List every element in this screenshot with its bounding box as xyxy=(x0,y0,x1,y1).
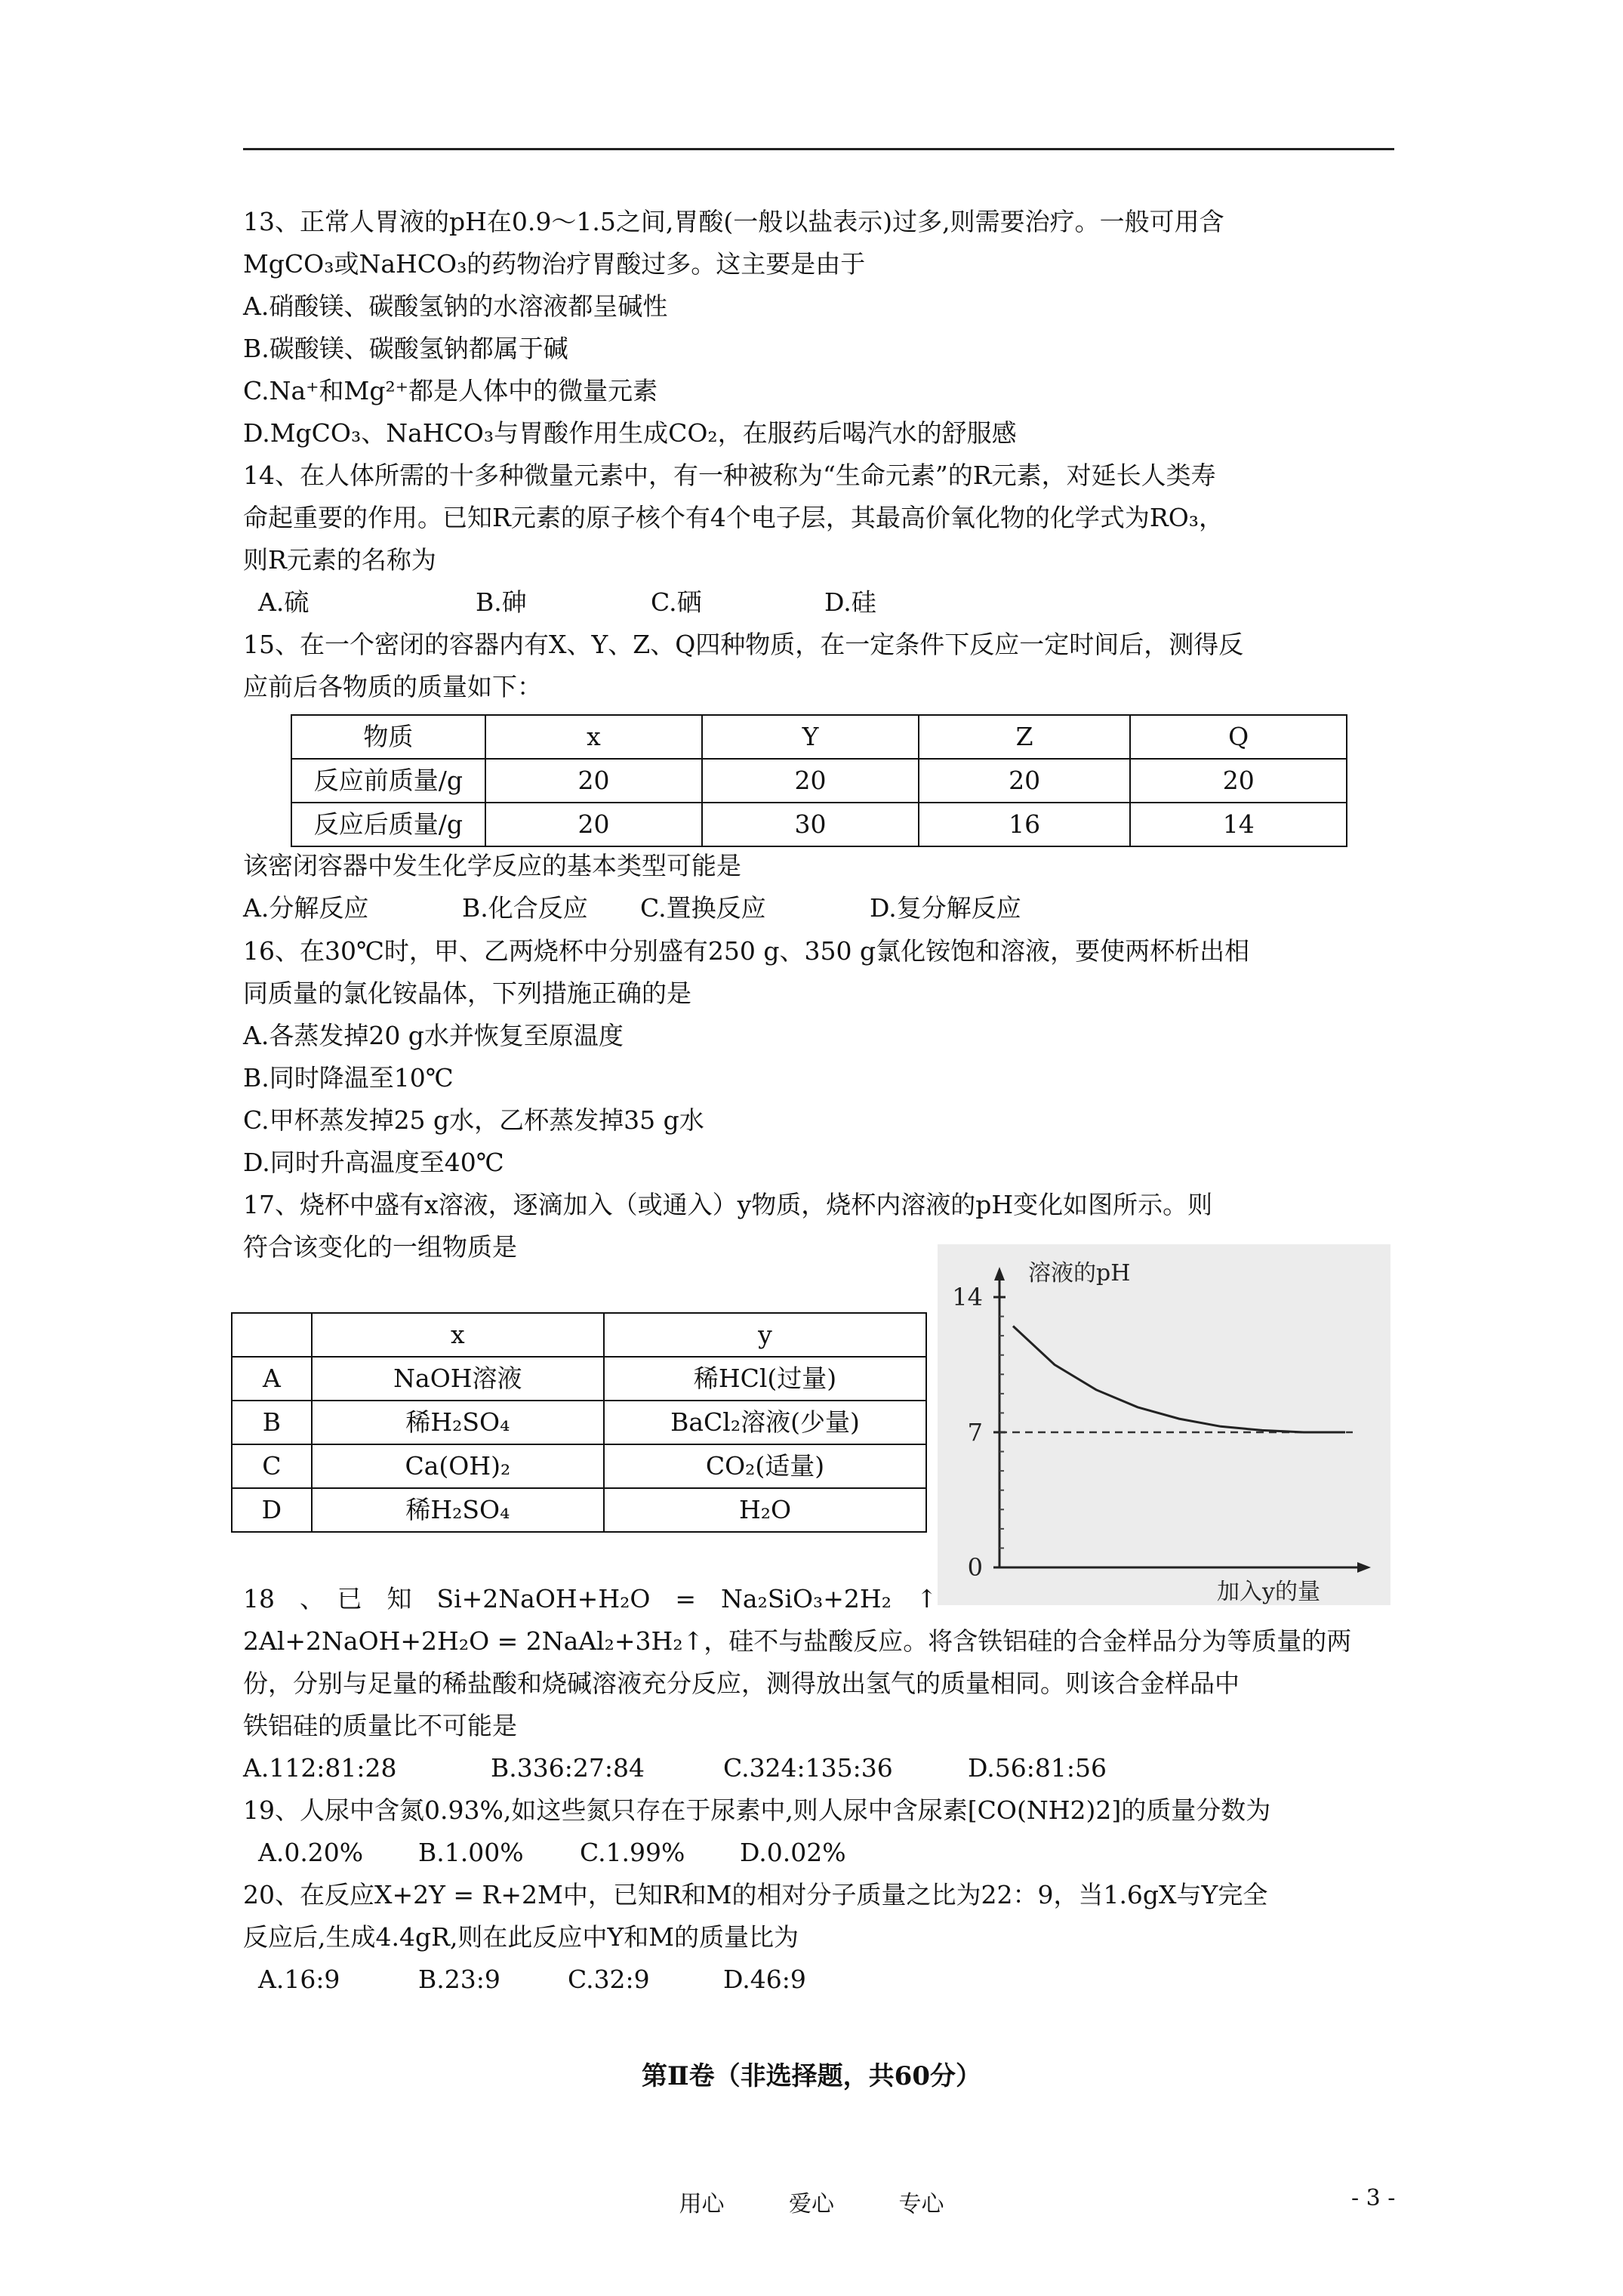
q14-option-c: C.硒 xyxy=(651,587,702,617)
q15-option-a: A.分解反应 xyxy=(243,893,369,923)
q13-stem-line2: MgCO₃或NaHCO₃的药物治疗胃酸过多。这主要是由于 xyxy=(243,249,866,279)
q19-option-c: C.1.99% xyxy=(580,1838,685,1867)
footer-motto-word: 用心 xyxy=(679,2191,725,2217)
x-axis-arrow xyxy=(1357,1562,1371,1573)
header-rule xyxy=(243,148,1394,150)
table-cell: 20 xyxy=(485,803,703,846)
table-row xyxy=(291,759,1347,803)
table-cell: A xyxy=(232,1357,312,1401)
q15-stem-line1: 15、在一个密闭的容器内有X、Y、Z、Q四种物质，在一定条件下反应一定时间后，测得反 xyxy=(243,630,1244,659)
table-row xyxy=(232,1488,926,1532)
table-cell: 稀H₂SO₄ xyxy=(312,1488,604,1532)
q19-option-b: B.1.00% xyxy=(418,1838,524,1867)
y-axis-arrow xyxy=(994,1267,1005,1281)
q16-option-d: D.同时升高温度至40℃ xyxy=(243,1148,504,1177)
q20-option-d: D.46:9 xyxy=(723,1965,806,1994)
table-header-cell: y xyxy=(604,1313,926,1357)
table-cell: 稀HCl(过量) xyxy=(604,1357,926,1401)
table-header-row xyxy=(291,715,1347,759)
q20-stem-line2: 反应后,生成4.4gR,则在此反应中Y和M的质量比为 xyxy=(243,1922,799,1952)
y-axis-label: 溶液的pH xyxy=(1028,1260,1131,1287)
table-header-cell: x xyxy=(312,1313,604,1357)
q17-stem-line1: 17、烧杯中盛有x溶液，逐滴加入（或通入）y物质，烧杯内溶液的pH变化如图所示。则 xyxy=(243,1190,1213,1219)
q16-option-c: C.甲杯蒸发掉25 g水，乙杯蒸发掉35 g水 xyxy=(243,1105,704,1135)
page-number: - 3 - xyxy=(1351,2185,1396,2211)
q18-option-b: B.336:27:84 xyxy=(491,1753,645,1783)
q14-stem-line1: 14、在人体所需的十多种微量元素中，有一种被称为“生命元素”的R元素，对延长人类寿 xyxy=(243,461,1216,490)
q18-stem-line1: 18 、 已 知 Si+2NaOH+H₂O = Na₂SiO₃+2H₂ ↑ xyxy=(243,1584,938,1613)
y-tick-label: 0 xyxy=(967,1553,983,1582)
q15-option-c: C.置换反应 xyxy=(640,893,766,923)
table-cell: NaOH溶液 xyxy=(312,1357,604,1401)
table-cell: 反应前质量/g xyxy=(291,759,485,803)
q20-option-b: B.23:9 xyxy=(418,1965,500,1994)
ph-chart xyxy=(938,1244,1390,1605)
table-cell: 16 xyxy=(919,803,1131,846)
q14-stem-line2: 命起重要的作用。已知R元素的原子核个有4个电子层，其最高价氧化物的化学式为RO₃， xyxy=(243,503,1224,532)
q18-stem-line4: 铁铝硅的质量比不可能是 xyxy=(243,1711,517,1740)
table-header-row xyxy=(232,1313,926,1357)
table-cell: BaCl₂溶液(少量) xyxy=(604,1401,926,1444)
y-tick-label: 7 xyxy=(967,1418,983,1447)
q15-mass-table xyxy=(291,714,1347,847)
y-tick-label: 14 xyxy=(952,1283,983,1311)
q16-stem-line2: 同质量的氯化铵晶体，下列措施正确的是 xyxy=(243,978,691,1008)
q20-option-c: C.32:9 xyxy=(568,1965,650,1994)
q18-option-d: D.56:81:56 xyxy=(968,1753,1107,1783)
q15-option-b: B.化合反应 xyxy=(462,893,588,923)
q18-stem-line3: 份，分别与足量的稀盐酸和烧碱溶液充分反应，测得放出氢气的质量相同。则该合金样品中 xyxy=(243,1669,1240,1698)
q15-option-d: D.复分解反应 xyxy=(870,893,1021,923)
q13-option-c: C.Na⁺和Mg²⁺都是人体中的微量元素 xyxy=(243,376,658,405)
table-cell: 20 xyxy=(485,759,703,803)
table-header-cell: Z xyxy=(919,715,1131,759)
q20-option-a: A.16:9 xyxy=(258,1965,340,1994)
table-row xyxy=(232,1401,926,1444)
table-cell: 反应后质量/g xyxy=(291,803,485,846)
q13-option-b: B.碳酸镁、碳酸氢钠都属于碱 xyxy=(243,334,568,363)
table-cell: 14 xyxy=(1130,803,1347,846)
table-header-cell: 物质 xyxy=(291,715,485,759)
q18-option-c: C.324:135:36 xyxy=(723,1753,893,1783)
table-header-cell: Y xyxy=(702,715,919,759)
footer-motto-word: 专心 xyxy=(898,2191,944,2217)
q16-stem-line1: 16、在30℃时，甲、乙两烧杯中分别盛有250 g、350 g氯化铵饱和溶液，要使两杯析出相 xyxy=(243,936,1250,966)
table-header-cell: x xyxy=(485,715,703,759)
q14-option-d: D.硅 xyxy=(824,587,876,617)
table-cell: CO₂(适量) xyxy=(604,1444,926,1488)
q18-option-a: A.112:81:28 xyxy=(243,1753,397,1783)
table-cell: 20 xyxy=(702,759,919,803)
y-ticks xyxy=(952,1283,1006,1582)
q14-option-a: A.硫 xyxy=(258,587,310,617)
q17-stem-line2: 符合该变化的一组物质是 xyxy=(243,1232,517,1262)
table-cell: Ca(OH)₂ xyxy=(312,1444,604,1488)
q20-stem-line1: 20、在反应X+2Y = R+2M中，已知R和M的相对分子质量之比为22：9，当1.6gX与Y完全 xyxy=(243,1880,1268,1909)
q19-stem: 19、人尿中含氮0.93%,如这些氮只存在于尿素中,则人尿中含尿素[CO(NH2)2]的质量分数为 xyxy=(243,1795,1271,1825)
q19-option-a: A.0.20% xyxy=(258,1838,364,1867)
table-cell: 30 xyxy=(702,803,919,846)
table-header-cell: Q xyxy=(1130,715,1347,759)
table-cell: H₂O xyxy=(604,1488,926,1532)
section-title: 第Ⅱ卷（非选择题，共60分） xyxy=(642,2061,981,2091)
q17-options-table xyxy=(231,1312,927,1533)
x-axis-label: 加入y的量 xyxy=(1217,1579,1320,1605)
table-cell: C xyxy=(232,1444,312,1488)
ph-curve-line xyxy=(1013,1326,1345,1432)
q16-option-b: B.同时降温至10℃ xyxy=(243,1063,454,1093)
q16-option-a: A.各蒸发掉20 g水并恢复至原温度 xyxy=(243,1021,624,1050)
q19-option-d: D.0.02% xyxy=(740,1838,846,1867)
table-cell: 20 xyxy=(919,759,1131,803)
q13-option-d: D.MgCO₃、NaHCO₃与胃酸作用生成CO₂，在服药后喝汽水的舒服感 xyxy=(243,418,1017,448)
q13-stem-line1: 13、正常人胃液的pH在0.9～1.5之间,胃酸(一般以盐表示)过多,则需要治疗。一般可用含 xyxy=(243,207,1224,236)
table-row xyxy=(232,1444,926,1488)
table-cell: 20 xyxy=(1130,759,1347,803)
table-cell: D xyxy=(232,1488,312,1532)
ph-chart-svg xyxy=(938,1244,1390,1605)
table-row xyxy=(291,803,1347,846)
q14-stem-line3: 则R元素的名称为 xyxy=(243,545,436,575)
footer-motto-word: 爱心 xyxy=(789,2191,834,2217)
q15-after-text: 该密闭容器中发生化学反应的基本类型可能是 xyxy=(243,851,741,880)
q15-stem-line2: 应前后各物质的质量如下： xyxy=(243,672,542,701)
q14-option-b: B.砷 xyxy=(476,587,527,617)
q13-option-a: A.硝酸镁、碳酸氢钠的水溶液都呈碱性 xyxy=(243,291,668,321)
table-row xyxy=(232,1357,926,1401)
q18-stem-line2: 2Al+2NaOH+2H₂O = 2NaAl₂+3H₂↑，硅不与盐酸反应。将含铁铝硅的合金样品分为等质量的两 xyxy=(243,1626,1352,1656)
table-cell: 稀H₂SO₄ xyxy=(312,1401,604,1444)
table-header-cell xyxy=(232,1313,312,1357)
table-cell: B xyxy=(232,1401,312,1444)
